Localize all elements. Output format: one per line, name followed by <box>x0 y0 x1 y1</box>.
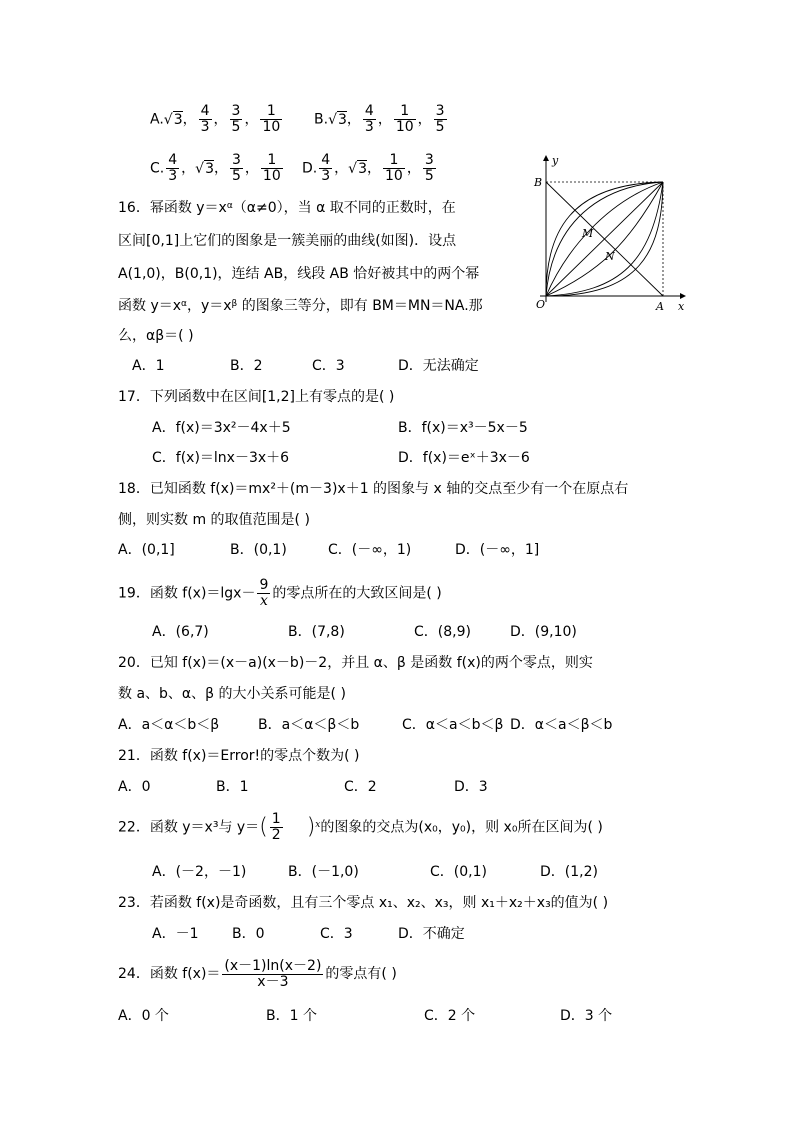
q24-option-a: A．0 个 <box>118 1008 169 1024</box>
fraction-3-5: $\frac{3}{5}$ <box>231 103 241 135</box>
fraction-1-2: $\frac{1}{2}$ <box>271 811 281 843</box>
q20-option-b: B．a＜α＜β＜b <box>258 717 360 733</box>
label-o: O <box>536 298 546 311</box>
label-x: x <box>678 300 685 313</box>
q16-line2: 区间[0,1]上它们的图象是一簇美丽的曲线(如图)．设点 <box>118 233 457 249</box>
label-b: B <box>534 176 543 189</box>
q18-option-a: A．(0,1] <box>118 542 175 558</box>
q16-line1: 16．幂函数 $y=x^\alpha(\alpha\ne 0)$，当 α 取不同的正数时，在 <box>118 200 456 216</box>
q16-line4: 函数 $y=x^\alpha$，$y=x^\beta$ 的图象三等分，即有 BM＝MN＝NA.那 <box>118 298 483 314</box>
q19-option-d: D．(9,10) <box>510 624 577 640</box>
q18-option-b: B．(0,1) <box>230 542 287 558</box>
q20-option-a: A．a＜α＜b＜β <box>118 717 220 733</box>
q17-stem: 17．下列函数中在区间[1,2]上有零点的是( ) <box>118 389 395 405</box>
q16-option-c: C．3 <box>312 358 345 374</box>
q20-option-c: C．α＜a＜b＜β <box>402 717 504 733</box>
q15-option-c: C. $\frac{4}{3}$ ，√3， $\frac{3}{5}$ ， $\frac{1}{10}$ <box>150 152 281 184</box>
q17-option-a: A．f(x)＝3x²－4x＋5 <box>152 420 291 436</box>
q23-stem: 23．若函数 f(x)是奇函数，且有三个零点 x₁、x₂、x₃，则 x₁＋x₂＋x₃的值为( ) <box>118 895 609 911</box>
q18-line2: 侧，则实数 m 的取值范围是( ) <box>118 512 310 528</box>
q17-option-d: D．f(x)＝eˣ＋3x－6 <box>398 450 530 466</box>
q15-option-d: D. $\frac{4}{3}$ ，√3， $\frac{1}{10}$ ， $\frac{3}{5}$ <box>302 152 434 184</box>
q22-stem: 22．函数 y＝x³与 y＝( $\frac{1}{2}$ )$^x$的图象的交点为(x₀，y₀)，则 x₀所在区间为( ) <box>118 811 603 843</box>
fraction-4-3: $\frac{4}{3}$ <box>200 103 210 135</box>
sqrt-symbol: √3 <box>163 111 183 128</box>
fraction-q24: $\frac{(x-1)\ln(x-2)}{x-3}$ <box>224 957 322 990</box>
q21-stem: 21．函数 f(x)＝Error!的零点个数为( ) <box>118 748 360 764</box>
q17-option-c: C．f(x)＝lnx－3x＋6 <box>152 450 290 466</box>
fraction-9-x: $\frac{9}{x}$ <box>259 577 269 609</box>
label-n: N <box>605 250 615 263</box>
q19-option-c: C．(8,9) <box>414 624 471 640</box>
q16-line5: 么，αβ＝( ) <box>118 328 194 344</box>
q20-option-d: D．α＜a＜β＜b <box>510 717 613 733</box>
q22-option-d: D．(1,2) <box>540 864 598 880</box>
q22-option-c: C．(0,1) <box>430 864 487 880</box>
q17-option-b: B．f(x)＝x³－5x－5 <box>398 420 528 436</box>
q15-options-row1: A.√3， $\frac{4}{3}$ ， $\frac{3}{5}$ ， $\frac{1}{10}$ <box>150 103 281 135</box>
q21-option-c: C．2 <box>344 779 377 795</box>
q23-option-b: B．0 <box>232 926 265 942</box>
q21-option-a: A．0 <box>118 779 151 795</box>
q18-option-d: D．(－∞，1] <box>455 542 540 558</box>
label-m: M <box>582 227 594 240</box>
q16-option-a: A．1 <box>132 358 165 374</box>
q21-option-d: D．3 <box>454 779 488 795</box>
q22-option-a: A．(－2，－1) <box>152 864 247 880</box>
q18-option-c: C．(－∞，1) <box>328 542 412 558</box>
q24-option-d: D．3 个 <box>560 1008 613 1024</box>
q22-option-b: B．(－1,0) <box>288 864 359 880</box>
q15-option-a-label: A. <box>150 111 164 128</box>
label-a: A <box>656 300 664 313</box>
q21-option-b: B．1 <box>216 779 249 795</box>
q24-option-b: B．1 个 <box>266 1008 317 1024</box>
q19-option-b: B．(7,8) <box>288 624 345 640</box>
q16-line3: A(1,0)，B(0,1)，连结 AB，线段 AB 恰好被其中的两个幂 <box>118 266 480 282</box>
q23-option-a: A．－1 <box>152 926 199 942</box>
q24-stem: 24．函数 f(x)＝ $\frac{(x-1)\ln(x-2)}{x-3}$ 的零点有( ) <box>118 957 397 990</box>
power-function-graph <box>530 152 690 317</box>
q18-line1: 18．已知函数 f(x)＝mx²＋(m－3)x＋1 的图象与 x 轴的交点至少有一个在原点右 <box>118 481 629 497</box>
q16-option-b: B．2 <box>230 358 263 374</box>
q23-option-c: C．3 <box>320 926 353 942</box>
fraction-1-10: $\frac{1}{10}$ <box>262 103 281 135</box>
q19-option-a: A．(6,7) <box>152 624 209 640</box>
q15-option-b: B.√3， $\frac{4}{3}$ ， $\frac{1}{10}$ ， $\frac{3}{5}$ <box>314 103 445 135</box>
q24-option-c: C．2 个 <box>424 1008 476 1024</box>
q20-line1: 20．已知 f(x)＝(x－a)(x－b)－2，并且 α、β 是函数 f(x)的两个零点，则实 <box>118 655 593 671</box>
q20-line2: 数 a、b、α、β 的大小关系可能是( ) <box>118 686 346 702</box>
label-y: y <box>552 154 559 167</box>
q23-option-d: D．不确定 <box>398 926 465 942</box>
q16-option-d: D．无法确定 <box>398 358 479 374</box>
q19-stem: 19．函数 f(x)＝lgx－ $\frac{9}{x}$ 的零点所在的大致区间是( ) <box>118 577 442 609</box>
